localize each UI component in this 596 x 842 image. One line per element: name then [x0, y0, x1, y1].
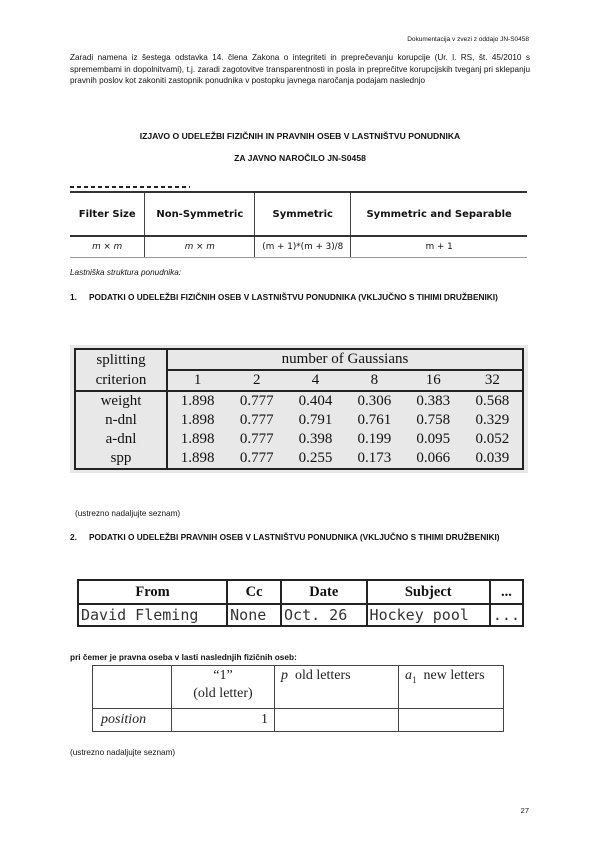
table-cell: Hockey pool: [367, 604, 490, 626]
document-header: Dokumentacija v zvezi z oddajo JN-S0458: [407, 36, 529, 43]
header-line: “1”: [213, 668, 233, 683]
table-cell: None: [227, 604, 281, 626]
table-header-cell: Cc: [227, 580, 281, 604]
row-label: position: [93, 709, 172, 732]
table-header-cell: Non-Symmetric: [145, 192, 255, 236]
table-cell: 0.066: [404, 449, 463, 469]
letters-table: [92, 665, 504, 732]
header-text: new letters: [423, 668, 485, 683]
table-cell: 0.052: [463, 430, 523, 449]
row-label: a-dnl: [75, 430, 167, 449]
table-cell: 0.777: [227, 391, 286, 411]
table-cell: ...: [490, 604, 523, 626]
table-row: [75, 430, 523, 449]
table-row: [75, 391, 523, 411]
corner-header: splitting: [75, 349, 167, 370]
header-text: old letters: [295, 668, 351, 683]
table-header-cell: From: [78, 580, 227, 604]
group-header: number of Gaussians: [167, 349, 523, 370]
table-cell: 0.777: [239, 412, 274, 428]
column-header: 16: [425, 372, 441, 388]
table-cell: 1.898: [167, 449, 227, 469]
section-1-heading: PODATKI O UDELEŽBI FIZIČNIH OSEB V LASTNIŠTVU PONUDNIKA (VKLJUČNO S TIHIMI DRUŽBENIKI): [89, 292, 498, 302]
section-2-number: 2.: [70, 532, 77, 542]
table-header-cell: [399, 666, 504, 709]
table-row: [70, 236, 527, 258]
table-cell: 0.777: [239, 431, 274, 447]
row-label: n-dnl: [75, 411, 167, 430]
table-cell: 0.255: [286, 449, 345, 469]
section-1-number: 1.: [70, 292, 77, 302]
table-cell: 0.761: [357, 412, 392, 428]
table-row: [93, 709, 504, 732]
table-header-cell: [275, 666, 399, 709]
table-cell: 0.095: [416, 431, 451, 447]
table-cell: 0.306: [345, 391, 404, 411]
variable-subscript: 1: [412, 674, 417, 685]
table-header-row: [75, 370, 523, 391]
table-row: [78, 604, 523, 626]
page-number: 27: [520, 806, 529, 815]
ownership-structure-label: Lastniška struktura ponudnika:: [70, 268, 182, 277]
table-cell: 0.173: [345, 449, 404, 469]
column-header: 8: [370, 372, 379, 388]
table-cell: 0.568: [463, 391, 523, 411]
header-line: (old letter): [193, 686, 253, 701]
corner-header: criterion: [75, 370, 167, 391]
table-cell: 1.898: [180, 412, 215, 428]
table-cell: 0.404: [286, 391, 345, 411]
variable-a: a: [405, 668, 412, 683]
column-header: 32: [463, 370, 523, 391]
table-cell: 1: [172, 709, 275, 732]
gaussians-table-image: [70, 345, 528, 473]
table-cell: m × m: [145, 236, 255, 258]
table-cell: 0.199: [357, 431, 392, 447]
section-2-heading: PODATKI O UDELEŽBI PRAVNIH OSEB V LASTNIŠTVU PONUDNIKA (VKLJUČNO S TIHIMI DRUŽBENIKI): [89, 532, 500, 542]
table-cell: 0.398: [298, 431, 333, 447]
table-header-cell: Subject: [367, 580, 490, 604]
row-label: weight: [75, 391, 167, 411]
table-cell: m × m: [70, 236, 145, 258]
gaussians-table: [74, 348, 524, 470]
table-header-cell: Symmetric: [255, 192, 351, 236]
table-header-cell: ...: [490, 580, 523, 604]
declaration-subtitle: ZA JAVNO NAROČILO JN-S0458: [234, 153, 366, 163]
table-cell: [275, 709, 399, 732]
table-cell: David Fleming: [78, 604, 227, 626]
continue-list-note: (ustrezno nadaljujte seznam): [75, 509, 181, 518]
table-cell: 0.791: [298, 412, 333, 428]
intro-paragraph: Zaradi namena iz šestega odstavka 14. člena Zakona o integriteti in preprečevanju korupcije (Ur. l. RS, št. 45/2010 s spremembami in dopolnitvami), t.j. zaradi zagotovitve transparentnosti in posla in preprečitve korupcijskih tveganj pri sklepanju pravnih poslov kot zakoniti zastopnik ponudnika v postopku javnega naročanja podajam naslednjo: [70, 53, 530, 86]
empty-corner-cell: [93, 666, 172, 709]
table-cell: 0.777: [227, 449, 286, 469]
column-header: 2: [252, 372, 261, 388]
table-header-cell: [172, 666, 275, 709]
row-label: spp: [75, 449, 167, 469]
table-header-cell: Symmetric and Separable: [351, 192, 527, 236]
table-cell: m + 1: [351, 236, 527, 258]
table-header-row: [78, 580, 523, 604]
table-cell: 1.898: [167, 391, 227, 411]
table-cell: (m + 1)*(m + 3)/8: [255, 236, 351, 258]
legal-entity-owners-label: pri čemer je pravna oseba v lasti naslednjih fizičnih oseb:: [70, 652, 297, 662]
table-row: [75, 411, 523, 430]
table-cell: 0.039: [463, 449, 523, 469]
table-row: [75, 449, 523, 469]
column-header: 4: [311, 372, 320, 388]
table-cell: 0.758: [416, 412, 451, 428]
table-cell: 0.329: [463, 411, 523, 430]
table-cell: 1.898: [180, 431, 215, 447]
table-header-cell: Date: [281, 580, 367, 604]
variable-p: p: [281, 668, 288, 683]
declaration-title: IZJAVO O UDELEŽBI FIZIČNIH IN PRAVNIH OSEB V LASTNIŠTVU PONUDNIKA: [139, 131, 461, 141]
email-table: [77, 579, 524, 627]
continue-list-note: (ustrezno nadaljujte seznam): [70, 748, 176, 757]
filter-size-table: [70, 191, 527, 258]
table-header-row: [93, 666, 504, 709]
table-header-row: [70, 192, 527, 236]
table-cell: 0.383: [404, 391, 463, 411]
table-cell: [399, 709, 504, 732]
table-header-row: [75, 349, 523, 370]
cropped-text-fragment: [70, 182, 190, 188]
table-header-cell: Filter Size: [70, 192, 145, 236]
column-header: 1: [193, 372, 202, 388]
table-cell: Oct. 26: [281, 604, 367, 626]
